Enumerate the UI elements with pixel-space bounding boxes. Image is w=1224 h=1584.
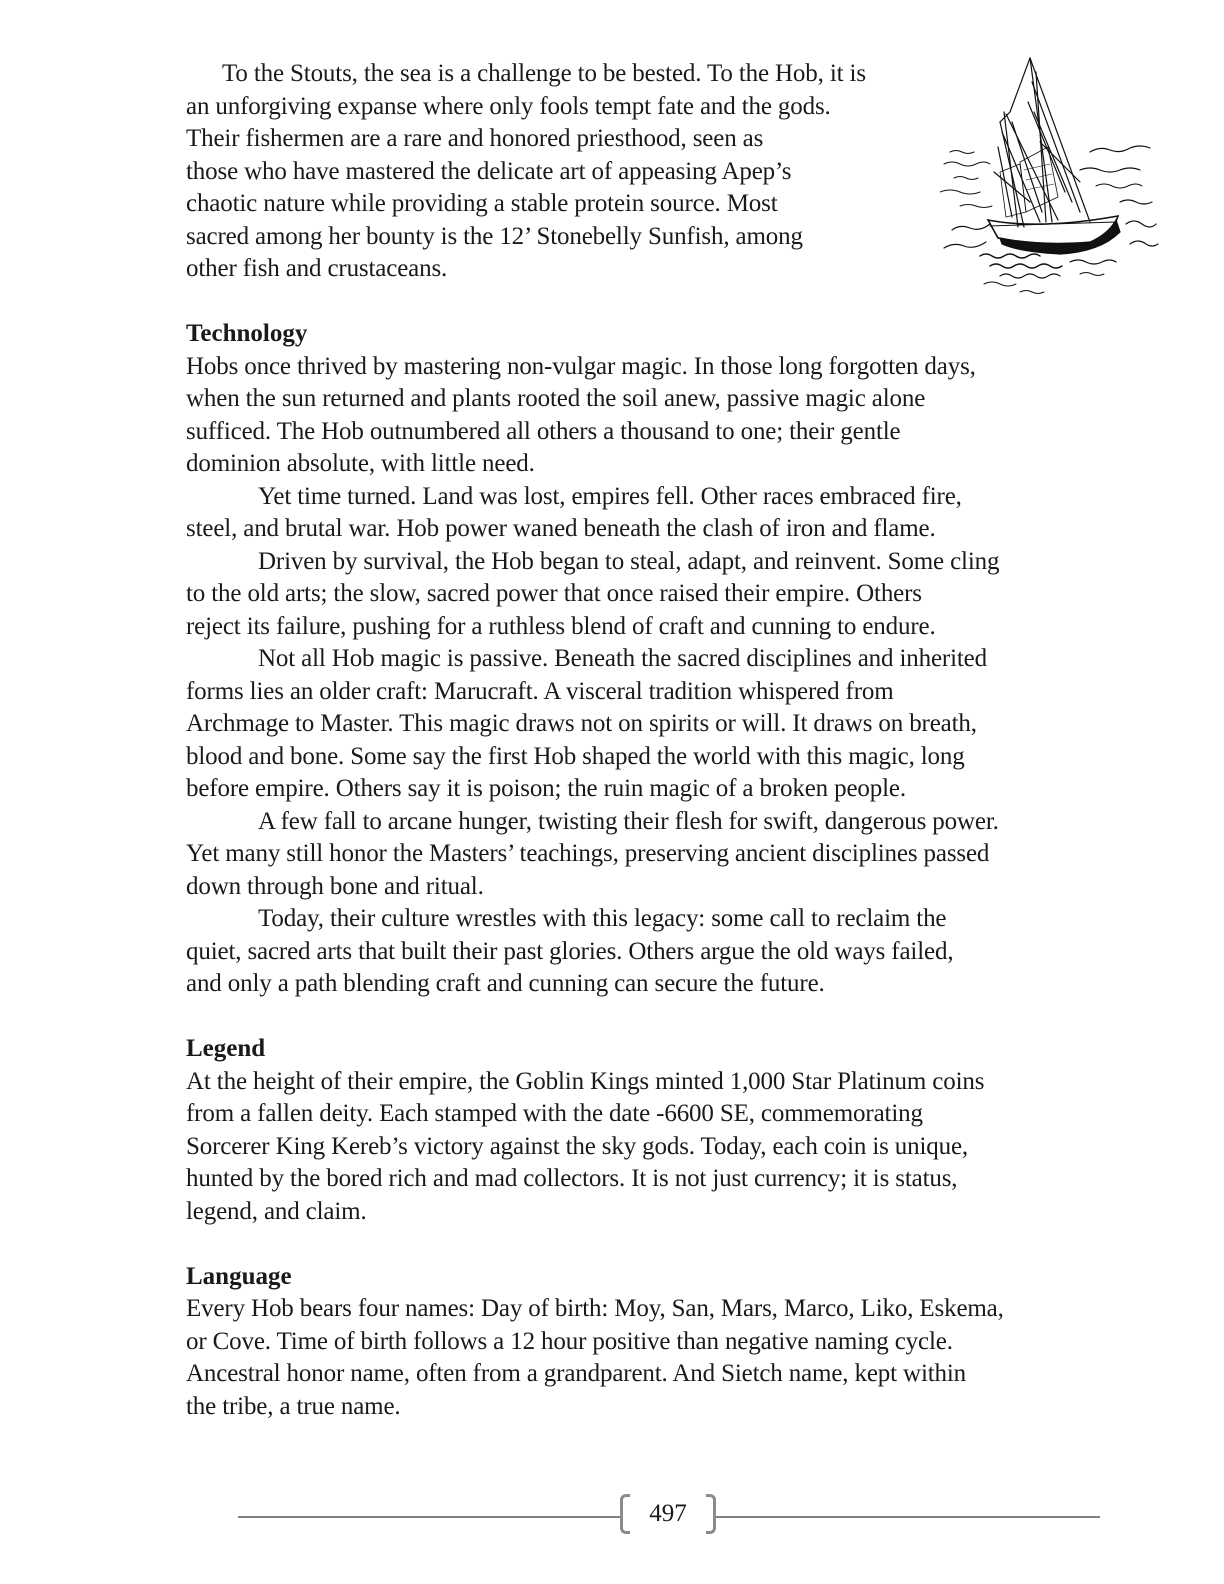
text-line: Hobs once thrived by mastering non-vulgar magic. In those long forgotten days, xyxy=(186,352,976,380)
page-number: 497 xyxy=(649,1500,687,1527)
text-line: A few fall to arcane hunger, twisting their flesh for swift, dangerous power. xyxy=(258,807,999,835)
text-line: At the height of their empire, the Goblin Kings minted 1,000 Star Platinum coins xyxy=(186,1067,985,1095)
text-line: Archmage to Master. This magic draws not on spirits or will. It draws on breath, xyxy=(186,710,977,737)
text-line: forms lies an older craft: Marucraft. A visceral tradition whispered from xyxy=(186,677,894,705)
text-line: from a fallen deity. Each stamped with the date -6600 SE, commemorating xyxy=(186,1100,923,1127)
footer-rule-right xyxy=(716,1516,1100,1518)
sailing-ship-illustration xyxy=(940,52,1160,300)
text-line: Yet many still honor the Masters’ teachings, preserving ancient disciplines passed xyxy=(186,840,990,867)
text-line: steel, and brutal war. Hob power waned beneath the clash of iron and flame. xyxy=(186,515,936,542)
text-line: sufficed. The Hob outnumbered all others a thousand to one; their gentle xyxy=(186,417,901,445)
text-line: Driven by survival, the Hob began to steal, adapt, and reinvent. Some cling xyxy=(258,547,1000,575)
text-line: down through bone and ritual. xyxy=(186,872,484,900)
section-heading: Language xyxy=(186,1262,292,1290)
text-line: Every Hob bears four names: Day of birth: Moy, San, Mars, Marco, Liko, Eskema, xyxy=(186,1295,1004,1322)
section-heading: Technology xyxy=(186,320,308,347)
text-line: those who have mastered the delicate art of appeasing Apep’s xyxy=(186,157,792,185)
text-line: before empire. Others say it is poison; the ruin magic of a broken people. xyxy=(186,775,906,802)
text-line: Sorcerer King Kereb’s victory against the sky gods. Today, each coin is unique, xyxy=(186,1132,969,1160)
text-line: To the Stouts, the sea is a challenge to be bested. To the Hob, it is xyxy=(222,60,866,87)
spacer xyxy=(186,1001,1156,1034)
text-line: legend, and claim. xyxy=(186,1197,367,1225)
footer-rule-left xyxy=(238,1516,620,1518)
page-footer xyxy=(238,1492,1100,1540)
left-brace-icon xyxy=(620,1494,630,1534)
spacer xyxy=(186,1228,1156,1261)
text-line: an unforgiving expanse where only fools tempt fate and the gods. xyxy=(186,92,831,120)
text-line: dominion absolute, with little need. xyxy=(186,450,535,477)
text-line: and only a path blending craft and cunning can secure the future. xyxy=(186,970,825,997)
text-line: to the old arts; the slow, sacred power that once raised their empire. Others xyxy=(186,580,922,607)
text-line: Ancestral honor name, often from a grandparent. And Sietch name, kept within xyxy=(186,1360,967,1387)
section-heading: Legend xyxy=(186,1035,266,1062)
text-line: Today, their culture wrestles with this legacy: some call to reclaim the xyxy=(258,905,947,932)
text-line: chaotic nature while providing a stable protein source. Most xyxy=(186,190,778,217)
section-language xyxy=(186,1261,1156,1424)
text-line: Not all Hob magic is passive. Beneath the sacred disciplines and inherited xyxy=(258,645,987,672)
text-line: hunted by the bored rich and mad collectors. It is not just currency; it is status, xyxy=(186,1165,958,1192)
text-line: or Cove. Time of birth follows a 12 hour positive than negative naming cycle. xyxy=(186,1327,953,1355)
text-line: blood and bone. Some say the first Hob shaped the world with this magic, long xyxy=(186,742,965,770)
text-line: the tribe, a true name. xyxy=(186,1392,401,1420)
text-line: Their fishermen are a rare and honored priesthood, seen as xyxy=(186,125,764,152)
sailing-ship-icon xyxy=(940,52,1160,300)
text-line: when the sun returned and plants rooted the soil anew, passive magic alone xyxy=(186,385,926,412)
text-line: quiet, sacred arts that built their past glories. Others argue the old ways failed, xyxy=(186,937,954,965)
text-line: Yet time turned. Land was lost, empires fell. Other races embraced fire, xyxy=(258,482,962,510)
section-legend xyxy=(186,1033,1156,1228)
text-line: sacred among her bounty is the 12’ Stonebelly Sunfish, among xyxy=(186,222,803,250)
text-line: reject its failure, pushing for a ruthless blend of craft and cunning to endure. xyxy=(186,612,936,640)
section-technology xyxy=(186,318,1156,1001)
right-brace-icon xyxy=(706,1494,716,1534)
text-line: other fish and crustaceans. xyxy=(186,255,448,282)
